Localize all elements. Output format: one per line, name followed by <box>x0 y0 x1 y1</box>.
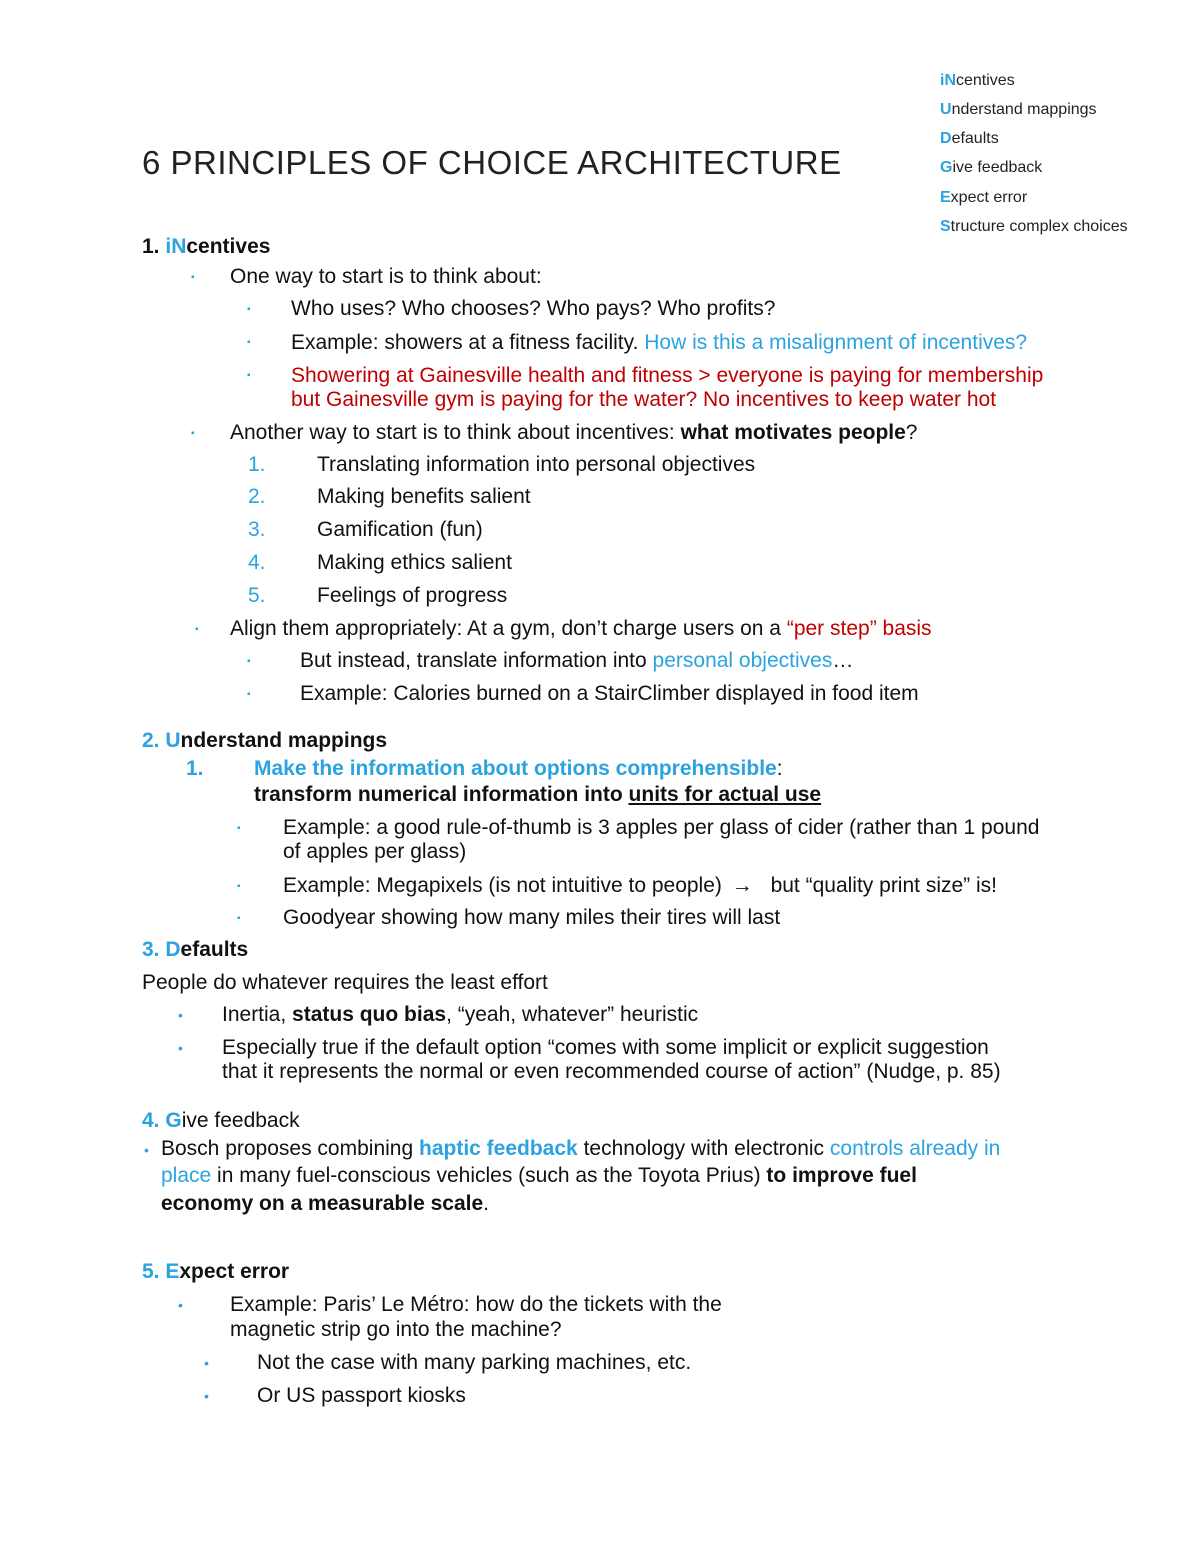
paragraph-continued: place in many fuel-conscious vehicles (such as the Toyota Prius) to improve fuel <box>161 1164 917 1187</box>
section-heading-error: 5. Expect error <box>142 1260 290 1283</box>
list-item: Gamification (fun) <box>317 518 483 541</box>
list-item: One way to start is to think about: <box>230 265 542 288</box>
legend-item-defaults: Defaults <box>940 130 999 147</box>
bullet-icon: • <box>204 1355 209 1371</box>
list-item-continued: but Gainesville gym is paying for the water? No incentives to keep water hot <box>291 388 997 411</box>
paragraph: Bosch proposes combining haptic feedback technology with electronic controls already in <box>161 1137 1001 1160</box>
bullet-icon: • <box>178 1297 183 1313</box>
list-item-continued: that it represents the normal or even recommended course of action” (Nudge, p. 85) <box>222 1060 1001 1083</box>
list-item-continued: of apples per glass) <box>283 840 467 863</box>
list-item: Inertia, status quo bias, “yeah, whatever” heuristic <box>222 1003 699 1026</box>
list-item: But instead, translate information into personal objectives… <box>300 649 854 672</box>
list-number: 5. <box>248 584 266 607</box>
list-item: Especially true if the default option “comes with some implicit or explicit suggestion <box>222 1036 989 1059</box>
list-item: Making benefits salient <box>317 485 531 508</box>
bullet-icon: ▪ <box>195 624 199 635</box>
list-item: Feelings of progress <box>317 584 508 607</box>
bullet-icon: • <box>178 1040 183 1056</box>
list-item: Example: showers at a fitness facility. How is this a misalignment of incentives? <box>291 331 1028 354</box>
list-item: Example: Paris’ Le Métro: how do the tickets with the <box>230 1293 722 1316</box>
section-heading-mappings: 2. Understand mappings <box>142 729 388 752</box>
list-item: Make the information about options comprehensible: <box>254 757 783 780</box>
section-heading-feedback: 4. Give feedback <box>142 1109 300 1132</box>
paragraph: People do whatever requires the least effort <box>142 971 548 994</box>
bullet-icon: ▪ <box>247 337 251 348</box>
list-item: Example: Calories burned on a StairClimber displayed in food item <box>300 682 919 705</box>
list-item: Align them appropriately: At a gym, don’t charge users on a “per step” basis <box>230 617 932 640</box>
arrow-right-icon: → <box>731 874 753 897</box>
bullet-icon: • <box>144 1142 149 1158</box>
list-number: 2. <box>248 485 266 508</box>
bullet-icon: • <box>204 1388 209 1404</box>
legend-item-structure: Structure complex choices <box>940 218 1128 235</box>
bullet-icon: ▪ <box>191 272 195 283</box>
paragraph-continued: economy on a measurable scale. <box>161 1192 489 1215</box>
list-item: Another way to start is to think about incentives: what motivates people? <box>230 421 918 444</box>
bullet-icon: ▪ <box>237 913 241 924</box>
list-number: 1. <box>186 757 204 780</box>
bullet-icon: ▪ <box>247 689 251 700</box>
legend-item-mappings: Understand mappings <box>940 101 1097 118</box>
bullet-icon: ▪ <box>237 881 241 892</box>
list-item: Showering at Gainesville health and fitness > everyone is paying for membership <box>291 364 1044 387</box>
list-item: Translating information into personal objectives <box>317 453 756 476</box>
list-item-continued: transform numerical information into units for actual use <box>254 783 822 806</box>
legend-item-error: Expect error <box>940 189 1028 206</box>
section-heading-defaults: 3. Defaults <box>142 938 249 961</box>
list-number: 1. <box>248 453 266 476</box>
page-title: 6 PRINCIPLES OF CHOICE ARCHITECTURE <box>142 144 842 181</box>
section-heading-incentives: 1. iNcentives <box>142 235 271 258</box>
list-item: Example: a good rule-of-thumb is 3 apples per glass of cider (rather than 1 pound <box>283 816 1040 839</box>
list-item: Making ethics salient <box>317 551 512 574</box>
bullet-icon: ▪ <box>237 823 241 834</box>
legend-item-incentives: iNcentives <box>940 72 1015 89</box>
list-item: Example: Megapixels (is not intuitive to people) → but “quality print size” is! <box>283 874 997 897</box>
bullet-icon: ▪ <box>247 656 251 667</box>
list-item: Goodyear showing how many miles their tires will last <box>283 906 781 929</box>
bullet-icon: ▪ <box>191 428 195 439</box>
list-number: 4. <box>248 551 266 574</box>
bullet-icon: • <box>178 1007 183 1023</box>
list-number: 3. <box>248 518 266 541</box>
list-item: Who uses? Who chooses? Who pays? Who profits? <box>291 297 776 320</box>
list-item: Or US passport kiosks <box>257 1384 466 1407</box>
list-item: Not the case with many parking machines, etc. <box>257 1351 692 1374</box>
bullet-icon: ▪ <box>247 304 251 315</box>
legend-item-feedback: Give feedback <box>940 159 1043 176</box>
bullet-icon: ▪ <box>247 370 251 381</box>
list-item-continued: magnetic strip go into the machine? <box>230 1318 562 1341</box>
